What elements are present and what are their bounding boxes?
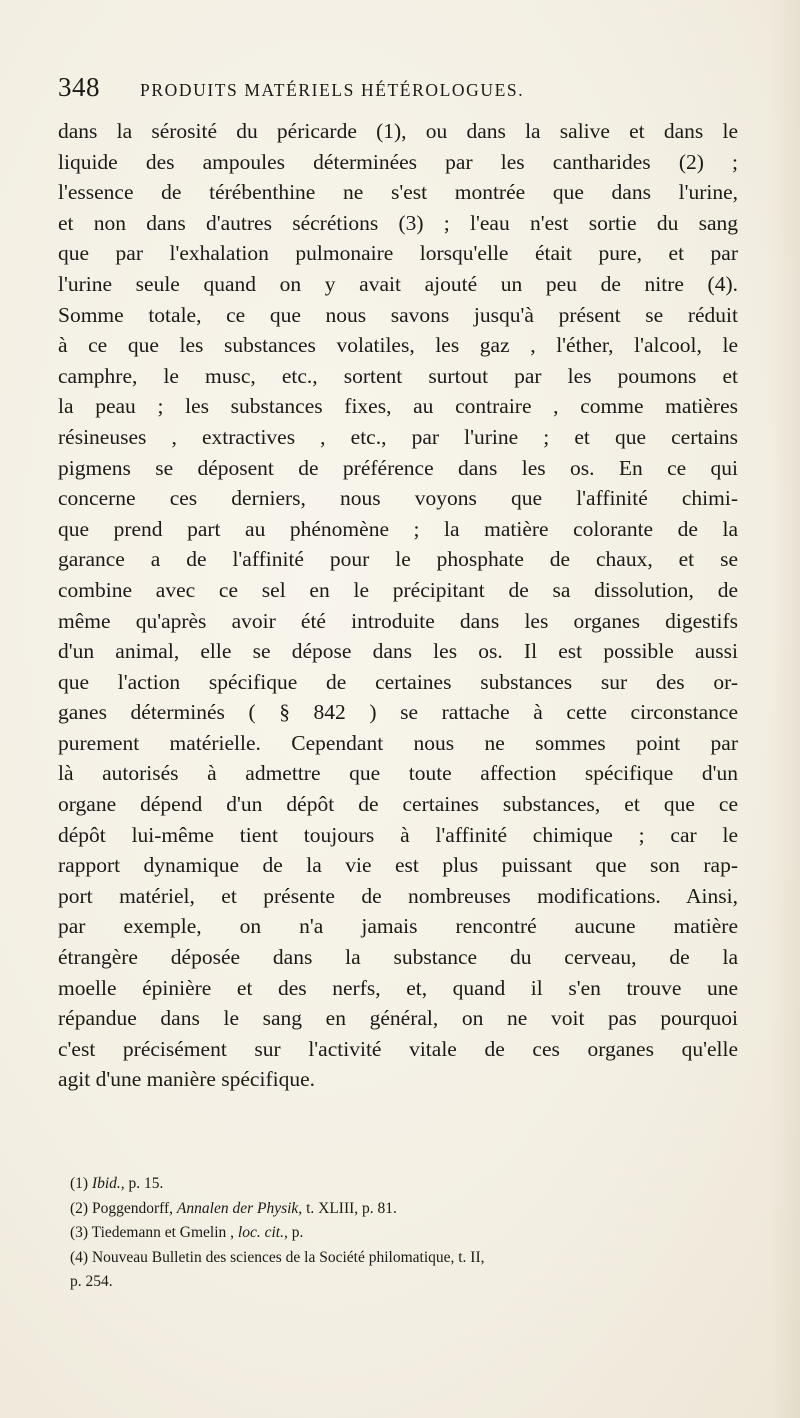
text-line: agit d'une manière spécifique. (58, 1067, 315, 1092)
text-line: que prend part au phénomène ; la matière colorante de la (58, 516, 738, 541)
text-line: garance a de l'affinité pour le phosphate de chaux, et se (58, 547, 738, 572)
running-title: PRODUITS MATÉRIELS HÉTÉROLOGUES. (140, 80, 525, 100)
text-line: d'un animal, elle se dépose dans les os. Il est possible aussi (58, 639, 738, 664)
footnote-4 (70, 1246, 735, 1271)
text-line: l'urine seule quand on y avait ajouté un peu de nitre (4). (58, 271, 738, 296)
footnote-citation: Annalen der Physik, (176, 1199, 303, 1217)
text-line: la peau ; les substances fixes, au contraire , comme matières (58, 394, 738, 419)
footnote-1 (70, 1172, 735, 1197)
text-line: port matériel, et présente de nombreuses modifications. Ainsi, (58, 883, 738, 908)
text-line: organe dépend d'un dépôt de certaines substances, et que ce (58, 792, 738, 817)
footnote-text: Nouveau Bulletin des sciences de la Société philomatique, t. II, (88, 1248, 485, 1266)
footnote-text: p. 15. (124, 1175, 164, 1192)
text-line: camphre, le musc, etc., sortent surtout par les poumons et (58, 363, 738, 388)
text-line: dans la sérosité du péricarde (1), ou dans la salive et dans le (58, 119, 738, 143)
page-edge-shadow (770, 0, 800, 1418)
text-line: Somme totale, ce que nous savons jusqu'à présent se réduit (58, 302, 738, 327)
text-line: concerne ces derniers, nous voyons que l'affinité chimi- (58, 486, 738, 511)
text-line: à ce que les substances volatiles, les gaz , l'éther, l'alcool, le (58, 333, 738, 358)
text-line: ganes déterminés ( § 842 ) se rattache à cette circonstance (58, 700, 738, 725)
text-line: que l'action spécifique de certaines substances sur des or- (58, 669, 738, 694)
text-line: rapport dynamique de la vie est plus puissant que son rap- (58, 853, 738, 878)
footnote-text: t. XLIII, p. 81. (302, 1199, 397, 1217)
text-line: liquide des ampoules déterminées par les cantharides (2) ; (58, 149, 738, 174)
footnote-citation: loc. cit., (237, 1224, 288, 1241)
footnote-number: (3) (70, 1224, 89, 1241)
footnote-4-continued (70, 1270, 735, 1295)
text-line: que par l'exhalation pulmonaire lorsqu'elle était pure, et par (58, 241, 738, 266)
text-line: c'est précisément sur l'activité vitale de ces organes qu'elle (58, 1036, 738, 1061)
footnote-3 (70, 1221, 735, 1246)
text-line: répandue dans le sang en général, on ne voit pas pourquoi (58, 1006, 738, 1031)
text-line: moelle épinière et des nerfs, et, quand il s'en trouve une (58, 975, 738, 1000)
text-line: même qu'après avoir été introduite dans les organes digestifs (58, 608, 738, 633)
text-line: et non dans d'autres sécrétions (3) ; l'eau n'est sortie du sang (58, 210, 738, 235)
footnote-text: Tiedemann et Gmelin , (88, 1224, 238, 1241)
footnote-text: p. (287, 1224, 304, 1241)
text-line: pigmens se déposent de préférence dans les os. En ce qui (58, 455, 738, 480)
text-line: là autorisés à admettre que toute affection spécifique d'un (58, 761, 738, 786)
footnote-citation: Ibid., (91, 1175, 125, 1192)
text-line: par exemple, on n'a jamais rencontré aucune matière (58, 914, 738, 939)
text-line: dépôt lui-même tient toujours à l'affinité chimique ; car le (58, 822, 738, 847)
page-header (58, 72, 718, 112)
text-line: étrangère déposée dans la substance du cerveau, de la (58, 945, 738, 970)
text-line: purement matérielle. Cependant nous ne sommes point par (58, 730, 738, 755)
page-number: 348 (58, 72, 100, 102)
text-line: combine avec ce sel en le précipitant de sa dissolution, de (58, 577, 738, 602)
footnote-number: (1) (70, 1175, 89, 1192)
main-text (58, 116, 738, 1095)
text-line: l'essence de térébenthine ne s'est montrée que dans l'urine, (58, 180, 738, 205)
footnotes (70, 1172, 735, 1295)
footnote-number: (4) (70, 1248, 89, 1266)
footnote-2 (70, 1197, 735, 1222)
footnote-text: Poggendorff, (88, 1199, 177, 1217)
footnote-number: (2) (70, 1199, 89, 1217)
text-line: résineuses , extractives , etc., par l'urine ; et que certains (58, 424, 738, 449)
footnote-text: p. 254. (70, 1273, 113, 1290)
